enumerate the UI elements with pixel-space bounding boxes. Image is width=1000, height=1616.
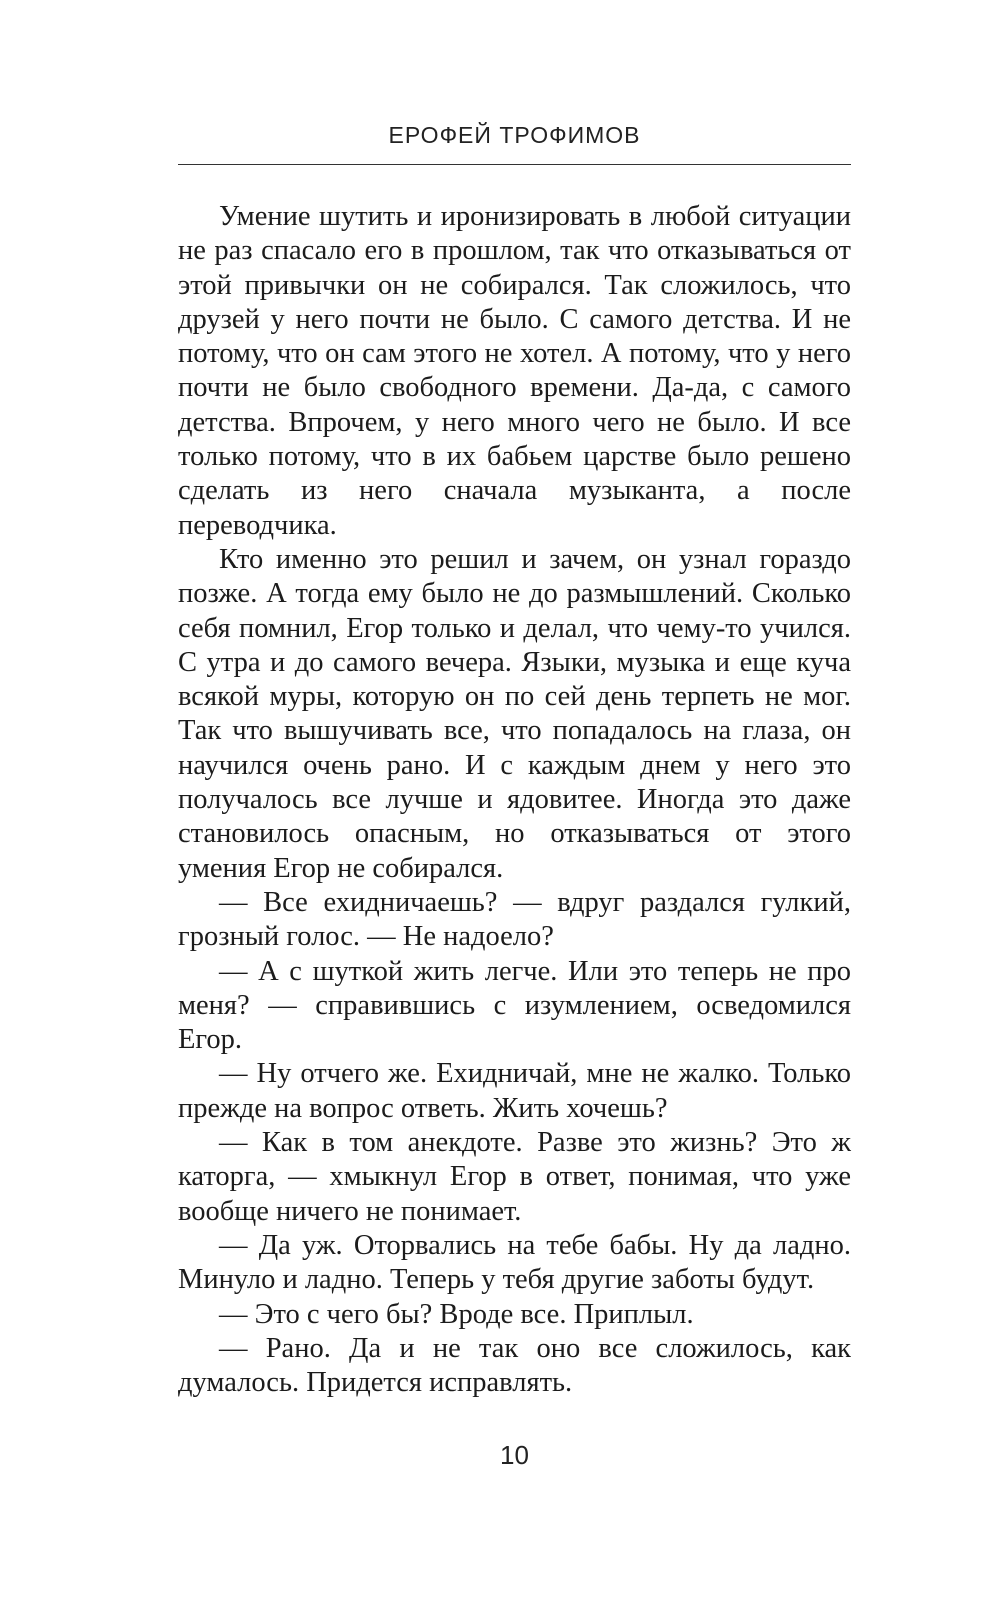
- dialogue-line: — Да уж. Оторвались на тебе бабы. Ну да ладно. Минуло и ладно. Теперь у тебя другие заботы будут.: [178, 1229, 851, 1296]
- dialogue-line: — Ну отчего же. Ехидничай, мне не жалко. Только прежде на вопрос ответь. Жить хочешь?: [178, 1058, 851, 1124]
- header-rule: [178, 164, 851, 165]
- running-head: ЕРОФЕЙ ТРОФИМОВ: [388, 122, 641, 148]
- paragraph: Кто именно это решил и зачем, он узнал гораздо позже. А тогда ему было не до размышлений. Сколько себя помнил, Егор только и делал, что чему-то учился. С утра и до самого вечера. Языки, музыка и еще куча всякой муры, которую он по сей день терпеть не мог. Так что вышучивать все, что попадалось на глаза, он научился очень рано. И с каждым днем у него это получалось все лучше и ядовитее. Иногда это даже становилось опасным, но отказываться от этого умения Егор не собирался.: [178, 543, 851, 884]
- dialogue-line: — Это с чего бы? Вроде все. Приплыл.: [219, 1298, 694, 1330]
- dialogue-line: — Все ехидничаешь? — вдруг раздался гулкий, грозный голос. — Не надоело?: [178, 886, 851, 953]
- dialogue-line: — Рано. Да и не так оно все сложилось, как думалось. Придется исправлять.: [178, 1332, 851, 1399]
- dialogue-line: — А с шуткой жить легче. Или это теперь не про меня? — справившись с изумлением, осведомился Егор.: [178, 955, 851, 1056]
- body-text: [178, 200, 851, 1400]
- page-number: 10: [500, 1440, 529, 1470]
- dialogue-line: — Как в том анекдоте. Разве это жизнь? Это ж каторга, — хмыкнул Егор в ответ, понимая, что уже вообще ничего не понимает.: [178, 1127, 851, 1227]
- paragraph: Умение шутить и иронизировать в любой ситуации не раз спасало его в прошлом, так что отказываться от этой привычки он не собирался. Так сложилось, что друзей у него почти не было. С самого детства. И не потому, что он сам этого не хотел. А потому, что у него почти не было свободного времени. Да-да, с самого детства. Впрочем, у него много чего не было. И все только потому, что в их бабьем царстве было решено сделать из него сначала музыканта, а после переводчика.: [178, 201, 851, 541]
